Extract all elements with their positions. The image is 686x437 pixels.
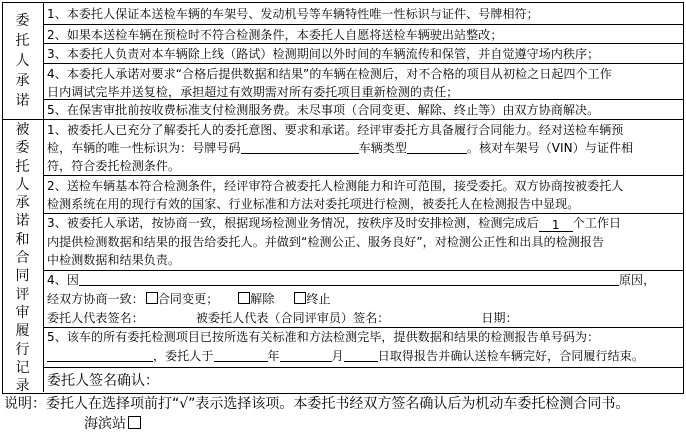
side-char: 合 bbox=[15, 250, 31, 267]
side-char: 托 bbox=[15, 33, 31, 49]
month-field[interactable] bbox=[280, 347, 332, 362]
terminate-checkbox[interactable] bbox=[294, 292, 306, 304]
side-char: 委 bbox=[15, 13, 31, 29]
terminate-label: 终止 bbox=[306, 292, 331, 306]
reason-label: 4、因 bbox=[47, 273, 79, 287]
reason-line bbox=[47, 270, 655, 290]
side-char: 人 bbox=[15, 53, 31, 69]
side-char: 评 bbox=[15, 286, 31, 303]
reviewer-signature-label: 被委托人代表（合同评审员）签名： bbox=[195, 311, 390, 325]
review-line: 检测系统在用的现行有效的国家、行业标准和方法对委托项进行检测，被委托人在检测报告中显现。 bbox=[47, 197, 580, 211]
side-char: 和 bbox=[15, 231, 31, 248]
left-column-divider bbox=[43, 3, 44, 392]
row-divider bbox=[43, 367, 683, 368]
station-checkbox[interactable] bbox=[128, 416, 141, 429]
plate-number-field[interactable] bbox=[241, 139, 359, 154]
side-char: 录 bbox=[15, 378, 31, 395]
year-field[interactable] bbox=[214, 347, 268, 362]
day-field[interactable] bbox=[344, 347, 378, 362]
side-char: 同 bbox=[15, 268, 31, 285]
side-char: 行 bbox=[15, 341, 31, 358]
station-option bbox=[84, 414, 141, 434]
side-char: 履 bbox=[15, 323, 31, 340]
side-char: 人 bbox=[15, 176, 31, 193]
review-line: 5、该车的所有委托检测项目已按所选有关标准和方法检测完毕，提供数据和结果的检测报告单号码为： bbox=[47, 330, 600, 344]
commitment-line: 日内调试完毕并送复检，承担超过有效期需对所有委托项目重新检测的责任； bbox=[47, 85, 459, 99]
vehicle-type-label: 车辆类型 bbox=[358, 141, 408, 155]
date-label: 日期： bbox=[481, 311, 518, 325]
side-char: 审 bbox=[15, 304, 31, 321]
side-char: 诺 bbox=[15, 213, 31, 230]
receipt-text: ，委托人于 bbox=[153, 349, 214, 363]
instruction-note: 说明：委托人在选择项前打“√”表示选择该项。本委托书经双方签名确认后为机动车委托检测合同书。 bbox=[4, 396, 630, 412]
commitment-line: 5、在保害审批前按收费标准支付检测服务费。未尽事项（合同变更、解除、终止等）由双方协商解决。 bbox=[47, 103, 600, 117]
client-confirm-signature-label: 委托人签名确认： bbox=[47, 373, 159, 389]
review-line: 符，符合委托检测条件。 bbox=[47, 159, 181, 173]
commitment-line: 1、本委托人保证本送检车辆的车架号、发动机号等车辆特性唯一性标识与证件、号牌相符； bbox=[47, 7, 539, 21]
dissolve-checkbox[interactable] bbox=[238, 292, 250, 304]
workdays-label: 个工作日 bbox=[572, 216, 622, 230]
client-rep-signature-label: 委托人代表签名： bbox=[47, 311, 144, 325]
contract-change-label: 合同变更； bbox=[157, 292, 219, 306]
side-char: 记 bbox=[15, 359, 31, 376]
section2-side-label bbox=[3, 121, 43, 395]
commitment-line: 2、如果本送检车辆在预检时不符合检测条件，本委托人自愿将送检车辆驶出站整改； bbox=[47, 28, 503, 42]
reason-suffix: 原因， bbox=[618, 273, 656, 287]
side-char: 承 bbox=[15, 195, 31, 212]
review-line: 1、被委托人已充分了解委托人的委托意图、要求和承诺。经评审委托方具备履行合同能力。经对送检车辆预 bbox=[47, 123, 624, 137]
commitment-line: 3、本委托人负责对本车辆除上线（路试）检测期间以外时间的车辆流传和保管，并自觉遵守场内秩序； bbox=[47, 47, 600, 61]
days-line bbox=[47, 213, 621, 233]
station-label: 海滨站 bbox=[84, 416, 126, 432]
review-line: 中检测数据和结果负责。 bbox=[47, 253, 181, 267]
schedule-text: 3、被委托人承诺，按协商一致，根据现场检测业务情况，按秩序及时安排检测，检测完成后 bbox=[47, 216, 539, 230]
review-line: 2、送检车辆基本符合检测条件，经评审符合被委托人检测能力和许可范围，接受委托。双方协商按被委托人 bbox=[47, 179, 624, 193]
vehicle-type-field[interactable] bbox=[407, 139, 467, 154]
signature-line bbox=[47, 308, 518, 328]
report-number-field[interactable] bbox=[47, 347, 153, 362]
section1-side-label bbox=[3, 11, 43, 111]
completion-text: 日取得报告并确认送检车辆完好，合同履行结束。 bbox=[377, 349, 644, 363]
contract-change-checkbox[interactable] bbox=[146, 292, 158, 304]
contract-form bbox=[2, 2, 684, 394]
plate-line bbox=[47, 138, 633, 158]
side-char: 被 bbox=[15, 122, 31, 138]
agreement-label: 经双方协商一致： bbox=[47, 292, 144, 306]
commitment-line: 4、本委托人承诺对要求“合格后提供数据和结果”的车辆在检测后，对不合格的项目从初检之日起四个工作 bbox=[47, 67, 612, 81]
side-char: 承 bbox=[15, 73, 31, 89]
review-line: 内提供检测数据和结果的报告给委托人。并做到“检测公正、服务良好”，对检测公正性和出具的检测报告 bbox=[47, 235, 605, 249]
year-label: 年 bbox=[267, 349, 280, 363]
reason-field[interactable] bbox=[79, 271, 619, 286]
vin-check-text: 。核对车架号（VIN）与证件相 bbox=[467, 141, 634, 155]
side-char: 诺 bbox=[15, 93, 31, 109]
dissolve-label: 解除 bbox=[250, 292, 275, 306]
side-char: 委 bbox=[15, 140, 31, 157]
month-label: 月 bbox=[331, 349, 344, 363]
agreement-line bbox=[47, 289, 331, 309]
plate-label: 检，车辆的唯一性标识为：号牌号码 bbox=[47, 141, 241, 155]
side-char: 托 bbox=[15, 158, 31, 175]
report-receipt-line bbox=[47, 346, 644, 366]
workdays-field[interactable]: 1 bbox=[539, 215, 573, 232]
